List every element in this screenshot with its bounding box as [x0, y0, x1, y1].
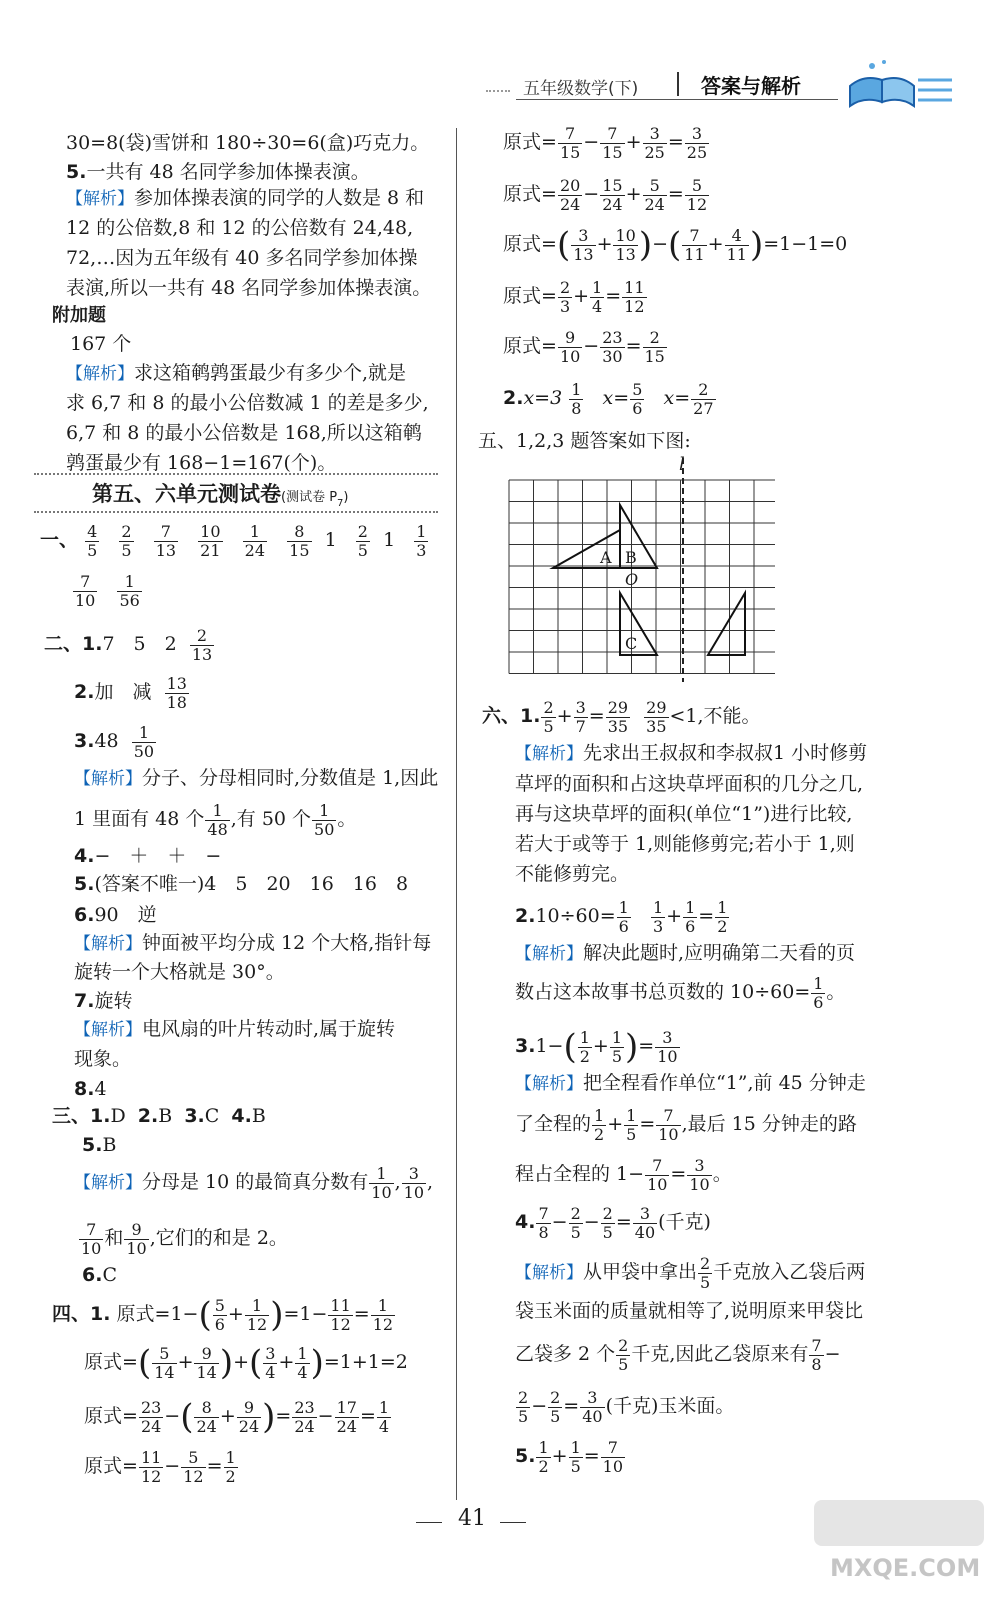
- right-eq2: 原式= $\frac{20}{24}$ − $\frac{15}{24}$ + $\frac{5}{24}$ = $\frac{5}{12}$: [503, 175, 708, 214]
- right-eq1: 原式= $\frac{7}{15}$ − $\frac{7}{15}$ + $\frac{3}{25}$ = $\frac{3}{25}$: [503, 123, 708, 162]
- section-rule-top: [34, 473, 438, 475]
- four-q1-eq4: 原式= $\frac{11}{12}$ − $\frac{5}{12}$ = $\frac{1}{2}$: [84, 1447, 236, 1486]
- right-eq5: 原式= $\frac{9}{10}$ − $\frac{23}{30}$ = $\frac{2}{15}$: [503, 327, 665, 366]
- header-divider: [677, 72, 679, 96]
- six-q1-explanation-5: 不能修剪完。: [515, 863, 630, 885]
- watermark-logo-icon: [814, 1500, 984, 1546]
- extra-question-answer: 167 个: [70, 333, 132, 355]
- extra-question-heading: 附加题: [52, 305, 106, 326]
- grid-label-c: C: [625, 634, 638, 653]
- six-q3-explanation-3: 程占全程的 1− $\frac{7}{10}$ = $\frac{3}{10}$ 。: [515, 1155, 732, 1194]
- right-eq3: 原式=( $\frac{3}{13}$ + $\frac{10}{13}$ )−( $\frac{7}{11}$ + $\frac{4}{11}$ )=1−1=0: [503, 225, 848, 265]
- extra-explanation-2: 求 6,7 和 8 的最小公倍数减 1 的差是多少,: [66, 392, 429, 414]
- three-q5-explanation-1: 【解析】分母是 10 的最简真分数有 $\frac{1}{10}$ , $\frac{3}{10}$ ,: [74, 1163, 434, 1202]
- q5-explanation-1: 【解析】参加体操表演的同学的人数是 8 和: [66, 187, 425, 209]
- six-q5: 5. $\frac{1}{2}$ + $\frac{1}{5}$ = $\frac{7}{10}$: [515, 1437, 624, 1476]
- q5-explanation-2: 12 的公倍数,8 和 12 的公倍数有 24,48,: [66, 217, 414, 239]
- two-q6-explanation-1: 【解析】钟面被平均分成 12 个大格,指针每: [74, 932, 432, 954]
- header-subject: 五年级数学(下): [523, 79, 639, 99]
- section-rule-bottom: [34, 511, 438, 513]
- two-q3-explanation-1: 【解析】分子、分母相同时,分数值是 1,因此: [74, 767, 439, 789]
- page-number: 41: [458, 1506, 486, 1531]
- header-section: 答案与解析: [701, 74, 801, 98]
- six-q4-explanation-1: 【解析】从甲袋中拿出 $\frac{2}{5}$ 千克放入乙袋后两: [515, 1253, 866, 1292]
- five-heading: 五、1,2,3 题答案如下图:: [478, 430, 691, 452]
- six-q3-explanation-2: 了全程的 $\frac{1}{2}$ + $\frac{1}{5}$ = $\frac{7}{10}$ ,最后 15 分钟走的路: [515, 1105, 857, 1144]
- six-q3-explanation-1: 【解析】把全程看作单位“1”,前 45 分钟走: [515, 1072, 866, 1094]
- extra-explanation-4: 鹑蛋最少有 168−1=167(个)。: [66, 452, 337, 474]
- unit-test-title: 第五、六单元测试卷(测试卷 $P_7$): [92, 482, 349, 510]
- section-one-answers: 一、 $\frac{4}{5}$ $\frac{2}{5}$ $\frac{7}{13}$ $\frac{10}{21}$ $\frac{1}{24}$ $\frac{8}{15}$ 1 $\frac{2}{5}$ 1 $\frac{1}{3}$: [40, 521, 427, 560]
- three-q6: 6.C: [82, 1264, 117, 1286]
- two-q7-explanation-2: 现象。: [74, 1048, 132, 1070]
- two-q5: 5.(答案不唯一)4 5 20 16 16 8: [74, 873, 409, 895]
- six-q2-explanation-1: 【解析】解决此题时,应明确第二天看的页: [515, 942, 856, 964]
- two-q7-explanation-1: 【解析】电风扇的叶片转动时,属于旋转: [74, 1018, 396, 1040]
- q5-answer: 5.一共有 48 名同学参加体操表演。: [66, 161, 370, 183]
- four-q1-eq2: 原式=( $\frac{5}{14}$ + $\frac{9}{14}$ )+( $\frac{3}{4}$ + $\frac{1}{4}$ )=1+1=2: [84, 1343, 408, 1383]
- six-q3: 3.1−( $\frac{1}{2}$ + $\frac{1}{5}$ )= $\frac{3}{10}$: [515, 1027, 678, 1067]
- right-eq4: 原式= $\frac{2}{3}$ + $\frac{1}{4}$ = $\frac{11}{12}$: [503, 277, 645, 316]
- q5-explanation-3: 72,…因为五年级有 40 多名同学参加体操: [66, 247, 418, 269]
- six-q4-explanation-3: 乙袋多 2 个 $\frac{2}{5}$ 千克,因此乙袋原来有 $\frac{7}{8}$ −: [515, 1335, 841, 1374]
- four-q1-eq1: 四、1. 原式=1−( $\frac{5}{6}$ + $\frac{1}{12}$ )=1− $\frac{11}{12}$ = $\frac{1}{12}$: [52, 1295, 394, 1335]
- column-divider: [456, 128, 457, 1500]
- two-q3-explanation-2: 1 里面有 48 个 $\frac{1}{48}$ ,有 50 个 $\frac{1}{50}$ 。: [74, 800, 357, 839]
- six-q1-explanation-4: 若大于或等于 1,则能修剪完;若小于 1,则: [515, 833, 855, 855]
- six-q1-explanation-3: 再与这块草坪的面积(单位“1”)进行比较,: [515, 803, 853, 825]
- six-q2-explanation-2: 数占这本故事书总页数的 10÷60= $\frac{1}{6}$ 。: [515, 973, 846, 1012]
- six-q4: 4. $\frac{7}{8}$ − $\frac{2}{5}$ − $\frac{2}{5}$ = $\frac{3}{40}$ (千克): [515, 1203, 711, 1242]
- q5-explanation-4: 表演,所以一共有 48 名同学参加体操表演。: [66, 277, 432, 299]
- two-q3: 3.48 $\frac{1}{50}$: [74, 722, 155, 761]
- six-q4-explanation-2: 袋玉米面的质量就相等了,说明原来甲袋比: [515, 1300, 864, 1322]
- grid-label-b: B: [625, 548, 637, 567]
- two-q2: 2.加 减 $\frac{13}{18}$: [74, 673, 187, 712]
- two-q8: 8.4: [74, 1078, 107, 1100]
- book-logo-icon: [842, 56, 954, 108]
- grid-label-o: O: [625, 570, 639, 589]
- grid-label-a: A: [600, 548, 612, 567]
- page-number-dash-right: [500, 1522, 526, 1523]
- axis-label-l: l: [679, 454, 685, 475]
- six-q1: 六、1. $\frac{2}{5}$ + $\frac{3}{7}$ = $\frac{29}{35}$ $\frac{29}{35}$ <1,不能。: [482, 697, 761, 736]
- two-q1: 二、1.7 5 2 $\frac{2}{13}$: [44, 625, 213, 664]
- page-number-dash-left: [416, 1522, 442, 1523]
- six-q1-explanation-2: 草坪的面积和占这块草坪面积的几分之几,: [515, 773, 864, 795]
- header-underline: [516, 99, 838, 100]
- three-q1-4: 三、1.D 2.B 3.C 4.B: [52, 1105, 266, 1127]
- four-q1-eq3: 原式= $\frac{23}{24}$ −( $\frac{8}{24}$ + $\frac{9}{24}$ )= $\frac{23}{24}$ − $\frac{17}{24}$ = $\frac{1}{4}$: [84, 1397, 390, 1437]
- two-q6-explanation-2: 旋转一个大格就是 30°。: [74, 961, 285, 983]
- six-q4-explanation-4: $\frac{2}{5}$ − $\frac{2}{5}$ = $\frac{3}{40}$ (千克)玉米面。: [518, 1387, 735, 1426]
- header-dots: [486, 90, 510, 96]
- two-q6: 6.90 逆: [74, 904, 157, 926]
- two-q7: 7.旋转: [74, 990, 133, 1012]
- grid-figure: [505, 458, 775, 682]
- section-one-answers-cont: $\frac{7}{10}$ $\frac{1}{56}$: [75, 571, 140, 610]
- extra-explanation-1: 【解析】求这箱鹌鹑蛋最少有多少个,就是: [66, 362, 407, 384]
- three-q5-explanation-2: $\frac{7}{10}$ 和 $\frac{9}{10}$ ,它们的和是 2。: [81, 1219, 288, 1258]
- six-q2: 2.10÷60= $\frac{1}{6}$ $\frac{1}{3}$ + $\frac{1}{6}$ = $\frac{1}{2}$: [515, 897, 728, 936]
- four-q2: 2.x=3 $\frac{1}{8}$ x= $\frac{5}{6}$ x= $\frac{2}{27}$: [503, 379, 714, 418]
- watermark-text: MXQE.COM: [830, 1554, 981, 1582]
- left-line-1: 30=8(袋)雪饼和 180÷30=6(盒)巧克力。: [66, 132, 430, 154]
- six-q1-explanation-1: 【解析】先求出王叔叔和李叔叔1 小时修剪: [515, 742, 868, 764]
- three-q5: 5.B: [82, 1134, 117, 1156]
- extra-explanation-3: 6,7 和 8 的最小公倍数是 168,所以这箱鹌: [66, 422, 422, 444]
- two-q4: 4.− ＋ ＋ −: [74, 845, 222, 867]
